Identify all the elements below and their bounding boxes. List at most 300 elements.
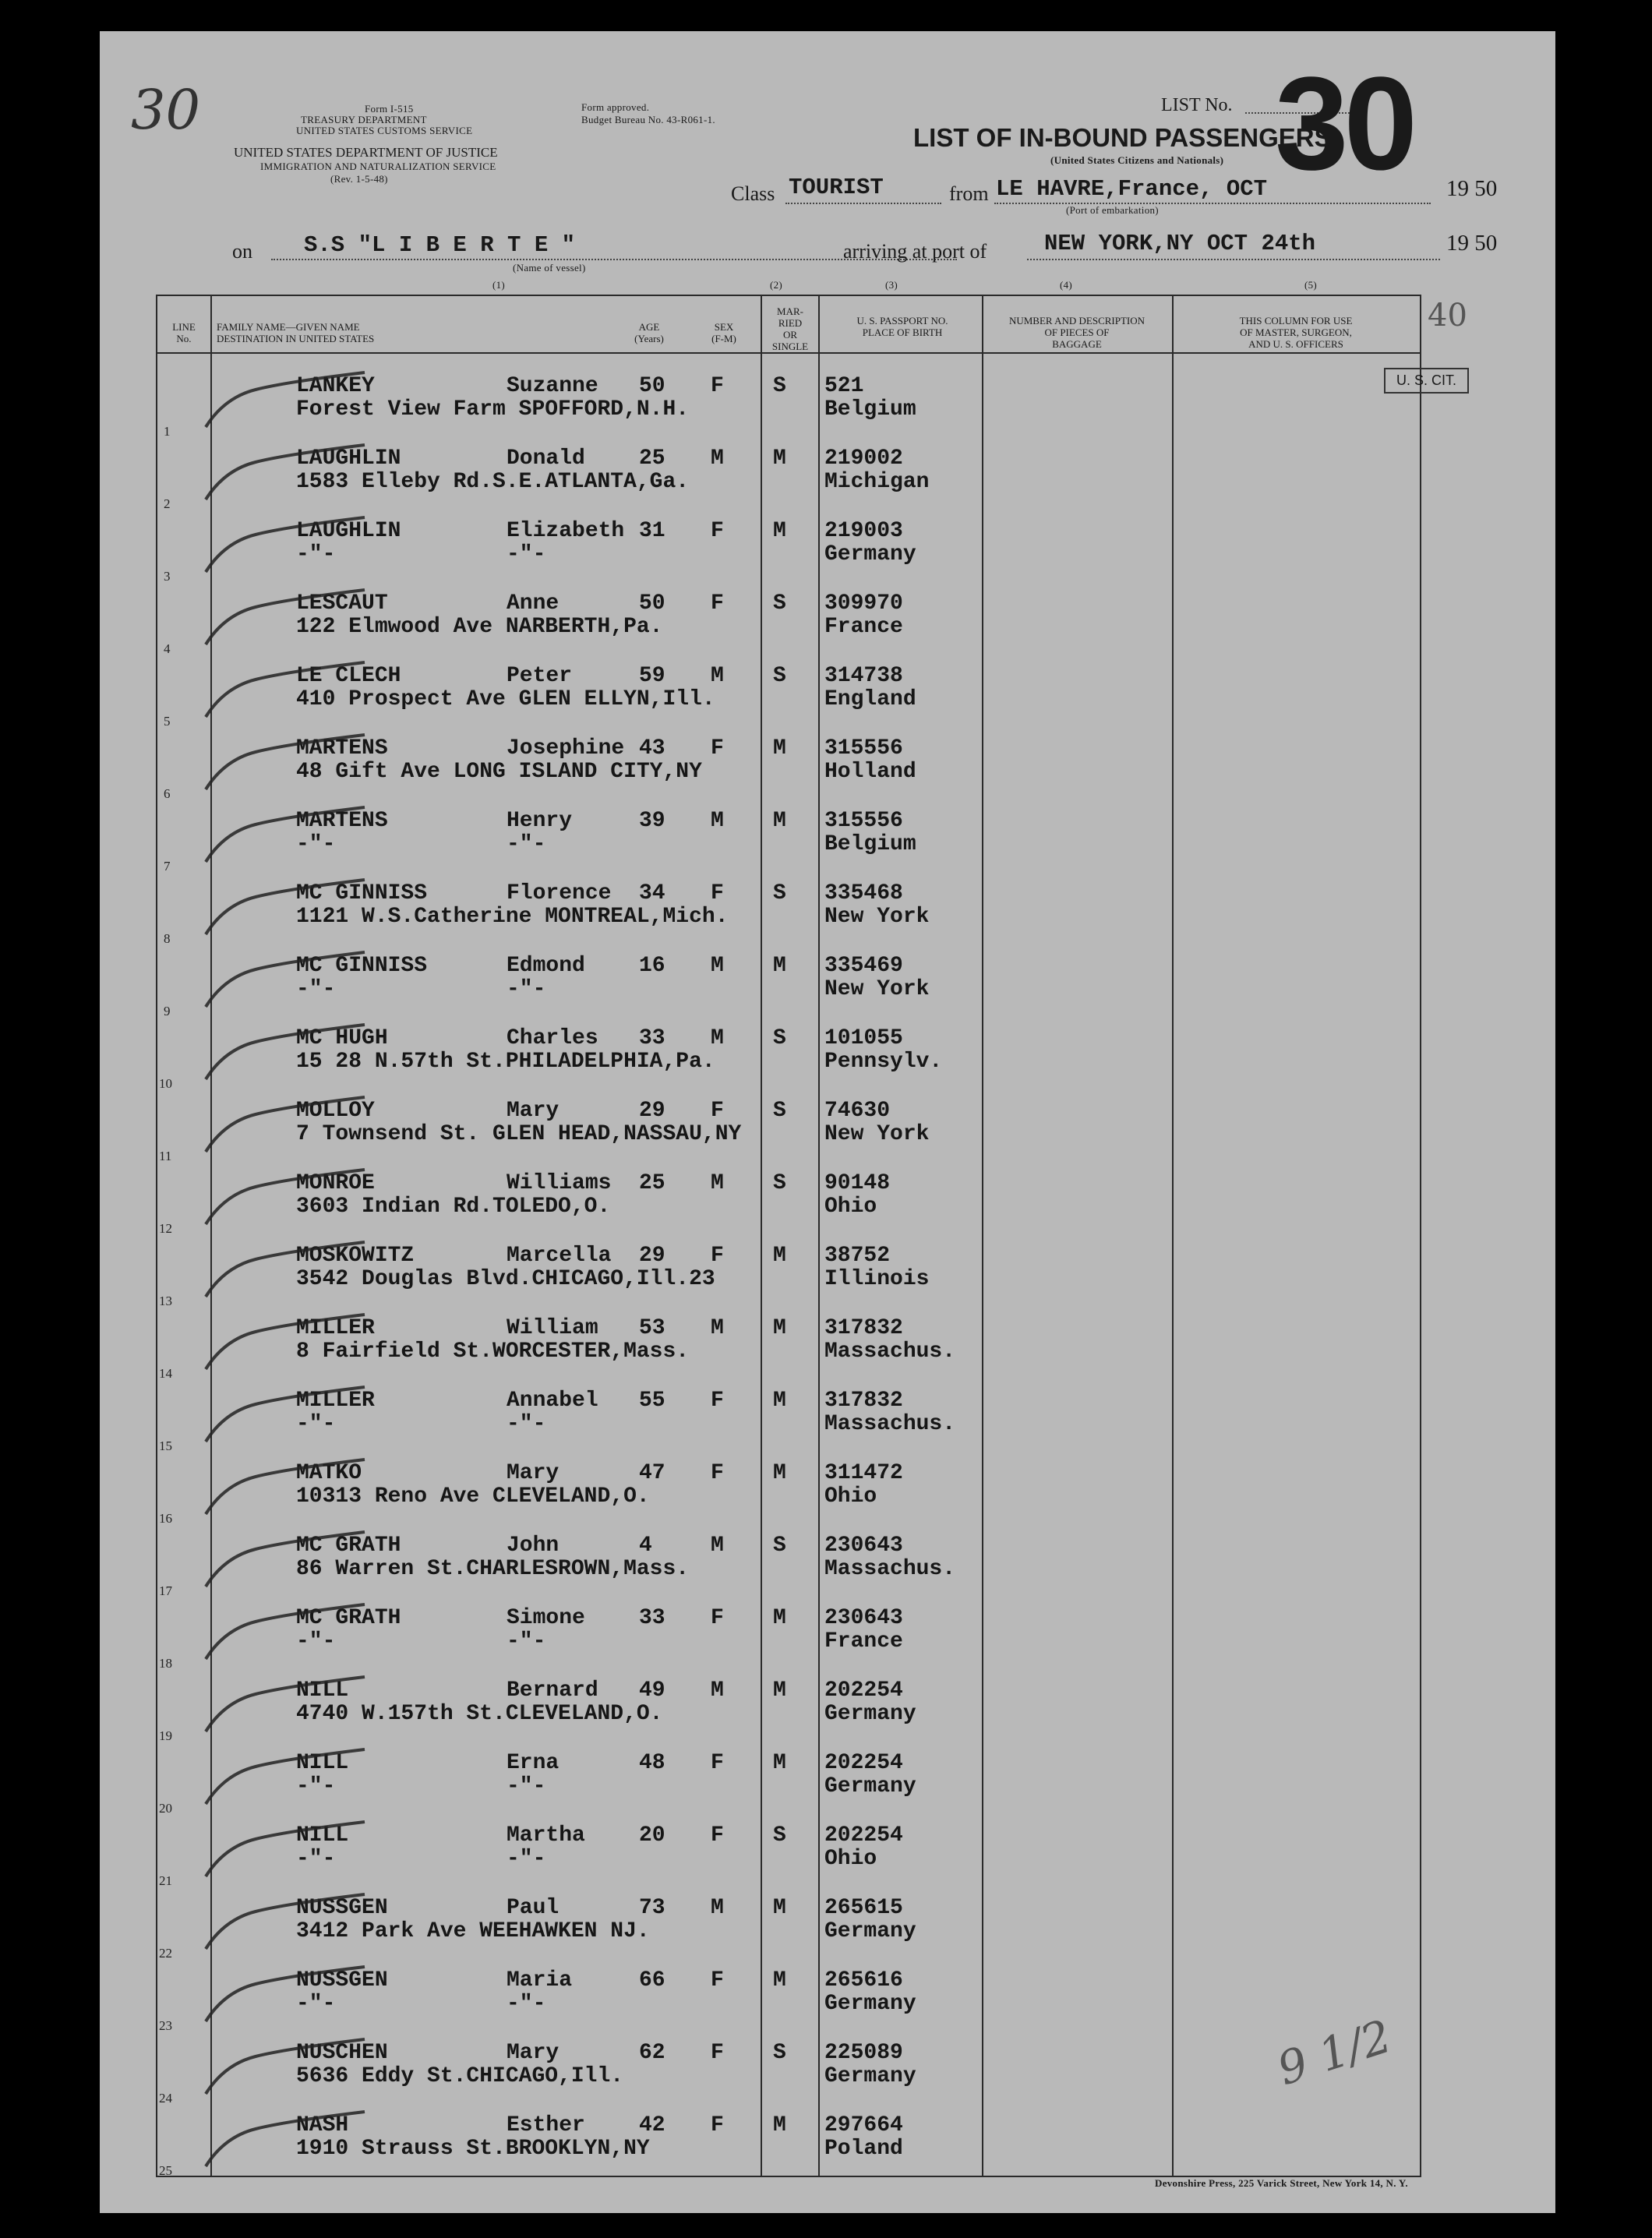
passenger-age: 59 (639, 664, 665, 688)
passport-number: 521 (824, 374, 864, 398)
passenger-age: 31 (639, 519, 665, 543)
passenger-given-name: Edmond (507, 954, 585, 978)
line-number: 20 (159, 1801, 172, 1816)
given-ditto-mark: -"- (507, 977, 546, 1001)
on-label: on (232, 240, 252, 263)
passenger-destination: 48 Gift Ave LONG ISLAND CITY,NY (296, 760, 702, 784)
passport-number: 230643 (824, 1606, 903, 1630)
place-of-birth: Germany (824, 2064, 916, 2088)
header-sex: SEX (F-M) (711, 321, 736, 344)
place-of-birth: Ohio (824, 1847, 877, 1871)
line-number: 17 (159, 1583, 172, 1598)
passenger-age: 62 (639, 2041, 665, 2065)
passenger-family-name: NASH (296, 2113, 349, 2137)
check-mark-icon (201, 2033, 372, 2103)
check-mark-icon (201, 584, 372, 654)
passenger-destination: 1910 Strauss St.BROOKLYN,NY (296, 2137, 650, 2161)
treasury-dept: TREASURY DEPARTMENT (301, 114, 427, 125)
header-officers: THIS COLUMN FOR USE OF MASTER, SURGEON, AND U. S. OFFICERS (1239, 315, 1353, 350)
passenger-age: 16 (639, 954, 665, 978)
class-value: TOURIST (789, 175, 884, 200)
passenger-marital-status: M (773, 447, 786, 471)
passenger-age: 48 (639, 1751, 665, 1775)
passenger-marital-status: M (773, 1896, 786, 1920)
line-number: 4 (164, 641, 171, 656)
place-of-birth: France (824, 1629, 903, 1654)
check-mark-icon (201, 1018, 372, 1089)
check-mark-icon (201, 1671, 372, 1741)
immigration-service: IMMIGRATION AND NATURALIZATION SERVICE (260, 161, 496, 172)
passenger-destination: -"- (296, 1774, 336, 1799)
passenger-family-name: MOSKOWITZ (296, 1244, 415, 1268)
passport-number: 74630 (824, 1099, 891, 1123)
col-num-5: (5) (1304, 279, 1318, 291)
passenger-destination: -"- (296, 1847, 336, 1871)
passenger-marital-status: S (773, 664, 786, 688)
passenger-marital-status: S (773, 2041, 786, 2065)
passenger-destination: 5636 Eddy St.CHICAGO,Ill. (296, 2064, 624, 2088)
passenger-marital-status: M (773, 1244, 786, 1268)
col-divider (1172, 295, 1174, 2177)
passport-number: 311472 (824, 1461, 903, 1485)
passenger-given-name: Erna (507, 1751, 559, 1775)
passenger-family-name: NUSSGEN (296, 1968, 388, 1993)
passenger-marital-status: S (773, 1171, 786, 1195)
passenger-given-name: Charles (507, 1026, 598, 1050)
given-ditto-mark: -"- (507, 1629, 546, 1654)
passport-number: 335468 (824, 881, 903, 905)
passenger-sex: F (711, 1461, 724, 1485)
place-of-birth: Germany (824, 1992, 916, 2016)
passenger-given-name: Simone (507, 1606, 585, 1630)
line-number: 1 (164, 424, 171, 439)
passport-number: 317832 (824, 1316, 903, 1340)
line-number: 19 (159, 1728, 172, 1743)
passport-number: 225089 (824, 2041, 903, 2065)
revision-date: (Rev. 1-5-48) (330, 173, 388, 185)
passenger-age: 73 (639, 1896, 665, 1920)
passenger-age: 49 (639, 1678, 665, 1703)
place-of-birth: Germany (824, 1919, 916, 1943)
passenger-given-name: Martha (507, 1823, 585, 1848)
passenger-age: 42 (639, 2113, 665, 2137)
handwritten-count: 40 (1428, 298, 1467, 334)
passenger-given-name: Annabel (507, 1389, 598, 1413)
passenger-sex: M (711, 954, 724, 978)
passenger-destination: -"- (296, 977, 336, 1001)
given-ditto-mark: -"- (507, 1992, 546, 2016)
line-number: 25 (159, 2163, 172, 2178)
passenger-family-name: MC GRATH (296, 1534, 401, 1558)
customs-service: UNITED STATES CUSTOMS SERVICE (296, 125, 473, 136)
passenger-marital-status: M (773, 954, 786, 978)
passport-number: 202254 (824, 1823, 903, 1848)
col-num-2: (2) (770, 279, 783, 291)
passenger-family-name: MOLLOY (296, 1099, 375, 1123)
passenger-family-name: MATKO (296, 1461, 362, 1485)
place-of-birth: Ohio (824, 1484, 877, 1509)
passenger-age: 29 (639, 1244, 665, 1268)
passport-number: 297664 (824, 2113, 903, 2137)
check-mark-icon (201, 366, 372, 436)
passenger-sex: F (711, 1389, 724, 1413)
from-label: from (949, 182, 989, 205)
passport-number: 219002 (824, 447, 903, 471)
passenger-given-name: Henry (507, 809, 573, 833)
passenger-family-name: NUSCHEN (296, 2041, 388, 2065)
passenger-sex: M (711, 1316, 724, 1340)
passport-number: 265615 (824, 1896, 903, 1920)
place-of-birth: Pennsylv. (824, 1050, 943, 1074)
passenger-sex: M (711, 447, 724, 471)
header-age: AGE (Years) (634, 321, 664, 344)
passenger-marital-status: M (773, 1316, 786, 1340)
header-line-no: LINE No. (172, 321, 196, 344)
passenger-age: 29 (639, 1099, 665, 1123)
passenger-age: 66 (639, 1968, 665, 1993)
arrival-line (1027, 259, 1440, 260)
passenger-marital-status: S (773, 1026, 786, 1050)
passenger-age: 20 (639, 1823, 665, 1848)
passenger-destination: 1583 Elleby Rd.S.E.ATLANTA,Ga. (296, 470, 690, 494)
check-mark-icon (201, 511, 372, 581)
check-mark-icon (201, 1236, 372, 1306)
us-citizen-stamp: U. S. CIT. (1384, 368, 1469, 394)
col-num-1: (1) (492, 279, 506, 291)
line-number: 15 (159, 1438, 172, 1453)
check-mark-icon (201, 1816, 372, 1886)
passenger-destination: -"- (296, 832, 336, 856)
handwritten-list-mark: 30 (131, 78, 201, 142)
passenger-sex: M (711, 1534, 724, 1558)
header-married: MAR- RIED OR SINGLE (771, 305, 809, 352)
table-header-border (156, 352, 1421, 354)
passenger-marital-status: M (773, 519, 786, 543)
passenger-sex: F (711, 1606, 724, 1630)
line-number: 9 (164, 1004, 171, 1018)
passenger-given-name: Josephine (507, 736, 625, 761)
passenger-sex: M (711, 1896, 724, 1920)
passenger-family-name: LANKEY (296, 374, 375, 398)
place-of-birth: Michigan (824, 470, 930, 494)
line-number: 7 (164, 859, 171, 874)
page-title: LIST OF IN-BOUND PASSENGERS (913, 123, 1332, 152)
passport-number: 38752 (824, 1244, 891, 1268)
passenger-sex: F (711, 519, 724, 543)
line-number: 18 (159, 1656, 172, 1671)
passenger-sex: F (711, 1099, 724, 1123)
passenger-family-name: LAUGHLIN (296, 447, 401, 471)
passenger-given-name: Peter (507, 664, 573, 688)
passenger-family-name: MONROE (296, 1171, 375, 1195)
passenger-age: 53 (639, 1316, 665, 1340)
place-of-birth: Poland (824, 2137, 903, 2161)
passenger-destination: 86 Warren St.CHARLESROWN,Mass. (296, 1557, 690, 1581)
port-of-arrival: NEW YORK,NY OCT 24th (1044, 231, 1316, 256)
from-line (994, 203, 1431, 204)
line-number: 23 (159, 2018, 172, 2033)
table-left-border (156, 295, 157, 2177)
passport-number: 202254 (824, 1678, 903, 1703)
passenger-family-name: NILL (296, 1678, 349, 1703)
printer-imprint: Devonshire Press, 225 Varick Street, New York 14, N. Y. (1155, 2177, 1408, 2189)
check-mark-icon (201, 1308, 372, 1378)
line-number: 6 (164, 786, 171, 801)
passport-number: 315556 (824, 736, 903, 761)
col-divider (982, 295, 983, 2177)
passenger-destination: 410 Prospect Ave GLEN ELLYN,Ill. (296, 687, 715, 711)
col-num-4: (4) (1060, 279, 1073, 291)
passenger-marital-status: M (773, 1968, 786, 1993)
passenger-sex: F (711, 1968, 724, 1993)
check-mark-icon (201, 729, 372, 799)
passenger-marital-status: M (773, 736, 786, 761)
passenger-sex: F (711, 2041, 724, 2065)
place-of-birth: Ohio (824, 1195, 877, 1219)
check-mark-icon (201, 1961, 372, 2031)
passenger-destination: 122 Elmwood Ave NARBERTH,Pa. (296, 615, 663, 639)
given-ditto-mark: -"- (507, 1412, 546, 1436)
passenger-given-name: Williams (507, 1171, 612, 1195)
passenger-family-name: MC HUGH (296, 1026, 388, 1050)
passenger-marital-status: M (773, 1389, 786, 1413)
passenger-given-name: Elizabeth (507, 519, 625, 543)
list-number: 30 (1275, 50, 1414, 198)
line-number: 12 (159, 1221, 172, 1236)
passenger-marital-status: S (773, 1099, 786, 1123)
form-approved: Form approved. (581, 101, 650, 113)
line-number: 14 (159, 1366, 172, 1381)
place-of-birth: Germany (824, 1702, 916, 1726)
passenger-family-name: LE CLECH (296, 664, 401, 688)
place-of-birth: France (824, 615, 903, 639)
manifest-page (100, 31, 1555, 2213)
passenger-marital-status: M (773, 809, 786, 833)
passenger-sex: F (711, 2113, 724, 2137)
passenger-family-name: MARTENS (296, 809, 388, 833)
check-mark-icon (201, 1381, 372, 1451)
passport-number: 315556 (824, 809, 903, 833)
passenger-sex: F (711, 881, 724, 905)
line-number: 16 (159, 1511, 172, 1526)
place-of-birth: Illinois (824, 1267, 930, 1291)
check-mark-icon (201, 1888, 372, 1958)
passport-number: 202254 (824, 1751, 903, 1775)
given-ditto-mark: -"- (507, 1774, 546, 1799)
passenger-given-name: Florence (507, 881, 612, 905)
passenger-given-name: John (507, 1534, 559, 1558)
passenger-sex: F (711, 1823, 724, 1848)
arriving-label: arriving at port of (843, 240, 987, 263)
passenger-age: 43 (639, 736, 665, 761)
passenger-family-name: NUSSGEN (296, 1896, 388, 1920)
place-of-birth: Belgium (824, 832, 916, 856)
passenger-sex: M (711, 1026, 724, 1050)
passenger-sex: F (711, 1751, 724, 1775)
passenger-marital-status: S (773, 591, 786, 616)
passenger-given-name: William (507, 1316, 598, 1340)
given-ditto-mark: -"- (507, 542, 546, 567)
passport-number: 230643 (824, 1534, 903, 1558)
check-mark-icon (201, 2106, 372, 2176)
col-divider (761, 295, 762, 2177)
check-mark-icon (201, 1091, 372, 1161)
passport-number: 90148 (824, 1171, 891, 1195)
vessel-caption: (Name of vessel) (513, 262, 586, 274)
line-number: 5 (164, 714, 171, 729)
passenger-marital-status: S (773, 1823, 786, 1848)
passenger-destination: 3542 Douglas Blvd.CHICAGO,Ill.23 (296, 1267, 715, 1291)
passenger-marital-status: M (773, 1461, 786, 1485)
line-number: 8 (164, 931, 171, 946)
place-of-birth: Massachus. (824, 1340, 956, 1364)
table-right-border (1420, 295, 1421, 2177)
passenger-destination: 7 Townsend St. GLEN HEAD,NASSAU,NY (296, 1122, 742, 1146)
passenger-given-name: Mary (507, 1099, 559, 1123)
passenger-age: 50 (639, 374, 665, 398)
passenger-family-name: LESCAUT (296, 591, 388, 616)
passenger-sex: M (711, 1171, 724, 1195)
arrival-year: 19 50 (1446, 231, 1498, 256)
check-mark-icon (201, 801, 372, 871)
passenger-family-name: MILLER (296, 1316, 375, 1340)
passenger-sex: M (711, 809, 724, 833)
passenger-family-name: MARTENS (296, 736, 388, 761)
place-of-birth: New York (824, 1122, 930, 1146)
header-baggage: NUMBER AND DESCRIPTION OF PIECES OF BAGGAGE (1008, 315, 1145, 350)
passenger-sex: M (711, 1678, 724, 1703)
passenger-marital-status: M (773, 1678, 786, 1703)
header-name: FAMILY NAME—GIVEN NAME DESTINATION IN UNITED STATES (217, 321, 375, 344)
line-number: 13 (159, 1294, 172, 1308)
list-no-label: LIST No. (1161, 95, 1233, 115)
passenger-destination: 10313 Reno Ave CLEVELAND,O. (296, 1484, 650, 1509)
passenger-age: 39 (639, 809, 665, 833)
check-mark-icon (201, 874, 372, 944)
place-of-birth: New York (824, 977, 930, 1001)
passenger-destination: 3412 Park Ave WEEHAWKEN NJ. (296, 1919, 650, 1943)
passenger-sex: F (711, 736, 724, 761)
passport-number: 265616 (824, 1968, 903, 1993)
line-number: 24 (159, 2091, 172, 2106)
line-number: 21 (159, 1873, 172, 1888)
line-number: 22 (159, 1946, 172, 1961)
check-mark-icon (201, 1743, 372, 1813)
passenger-destination: 3603 Indian Rd.TOLEDO,O. (296, 1195, 611, 1219)
embark-caption: (Port of embarkation) (1066, 204, 1159, 216)
passenger-marital-status: S (773, 374, 786, 398)
passport-number: 317832 (824, 1389, 903, 1413)
passenger-sex: F (711, 1244, 724, 1268)
passenger-age: 47 (639, 1461, 665, 1485)
passenger-age: 34 (639, 881, 665, 905)
passenger-given-name: Donald (507, 447, 585, 471)
passport-number: 219003 (824, 519, 903, 543)
passenger-family-name: MC GINNISS (296, 954, 428, 978)
passenger-destination: 1121 W.S.Catherine MONTREAL,Mich. (296, 905, 729, 929)
check-mark-icon (201, 1163, 372, 1234)
passenger-age: 4 (639, 1534, 652, 1558)
passport-number: 335469 (824, 954, 903, 978)
passenger-destination: -"- (296, 1629, 336, 1654)
passenger-marital-status: S (773, 1534, 786, 1558)
passenger-age: 50 (639, 591, 665, 616)
check-mark-icon (201, 1598, 372, 1668)
passenger-family-name: NILL (296, 1823, 349, 1848)
passenger-marital-status: M (773, 2113, 786, 2137)
passenger-family-name: MC GINNISS (296, 881, 428, 905)
passenger-given-name: Marcella (507, 1244, 612, 1268)
check-mark-icon (201, 656, 372, 726)
passenger-sex: M (711, 664, 724, 688)
passenger-family-name: LAUGHLIN (296, 519, 401, 543)
passenger-given-name: Anne (507, 591, 559, 616)
budget-bureau: Budget Bureau No. 43-R061-1. (581, 114, 715, 125)
passenger-age: 25 (639, 1171, 665, 1195)
place-of-birth: Belgium (824, 397, 916, 422)
passenger-destination: 15 28 N.57th St.PHILADELPHIA,Pa. (296, 1050, 715, 1074)
passport-number: 101055 (824, 1026, 903, 1050)
passenger-age: 33 (639, 1026, 665, 1050)
given-ditto-mark: -"- (507, 832, 546, 856)
passenger-sex: F (711, 591, 724, 616)
check-mark-icon (201, 439, 372, 509)
line-number: 2 (164, 496, 171, 511)
col-divider (818, 295, 820, 2177)
check-mark-icon (201, 1526, 372, 1596)
justice-dept: UNITED STATES DEPARTMENT OF JUSTICE (234, 145, 498, 160)
handwritten-signature: 9 1/2 (1271, 2009, 1398, 2096)
line-number: 10 (159, 1076, 172, 1091)
passenger-given-name: Bernard (507, 1678, 598, 1703)
passenger-given-name: Esther (507, 2113, 585, 2137)
header-passport: U. S. PASSPORT NO. PLACE OF BIRTH (856, 315, 948, 338)
class-label: Class (731, 182, 775, 205)
passport-number: 314738 (824, 664, 903, 688)
passenger-sex: F (711, 374, 724, 398)
vessel-name: S.S "L I B E R T E " (304, 232, 576, 258)
place-of-birth: England (824, 687, 916, 711)
passenger-given-name: Paul (507, 1896, 559, 1920)
passenger-age: 25 (639, 447, 665, 471)
passport-number: 309970 (824, 591, 903, 616)
passenger-marital-status: S (773, 881, 786, 905)
passenger-age: 33 (639, 1606, 665, 1630)
passenger-age: 55 (639, 1389, 665, 1413)
given-ditto-mark: -"- (507, 1847, 546, 1871)
check-mark-icon (201, 1453, 372, 1523)
class-line (785, 203, 941, 204)
place-of-birth: Massachus. (824, 1557, 956, 1581)
passenger-destination: -"- (296, 1992, 336, 2016)
place-of-birth: Germany (824, 542, 916, 567)
line-number: 3 (164, 569, 171, 584)
form-number: Form I-515 (365, 103, 414, 115)
passenger-destination: Forest View Farm SPOFFORD,N.H. (296, 397, 690, 422)
place-of-birth: Holland (824, 760, 916, 784)
place-of-birth: New York (824, 905, 930, 929)
passenger-family-name: MILLER (296, 1389, 375, 1413)
port-of-embarkation: LE HAVRE,France, OCT (996, 176, 1268, 202)
passenger-family-name: NILL (296, 1751, 349, 1775)
place-of-birth: Germany (824, 1774, 916, 1799)
place-of-birth: Massachus. (824, 1412, 956, 1436)
passenger-family-name: MC GRATH (296, 1606, 401, 1630)
col-num-3: (3) (885, 279, 898, 291)
passenger-destination: 8 Fairfield St.WORCESTER,Mass. (296, 1340, 690, 1364)
line-number: 11 (159, 1149, 172, 1163)
embark-year: 19 50 (1446, 176, 1498, 201)
